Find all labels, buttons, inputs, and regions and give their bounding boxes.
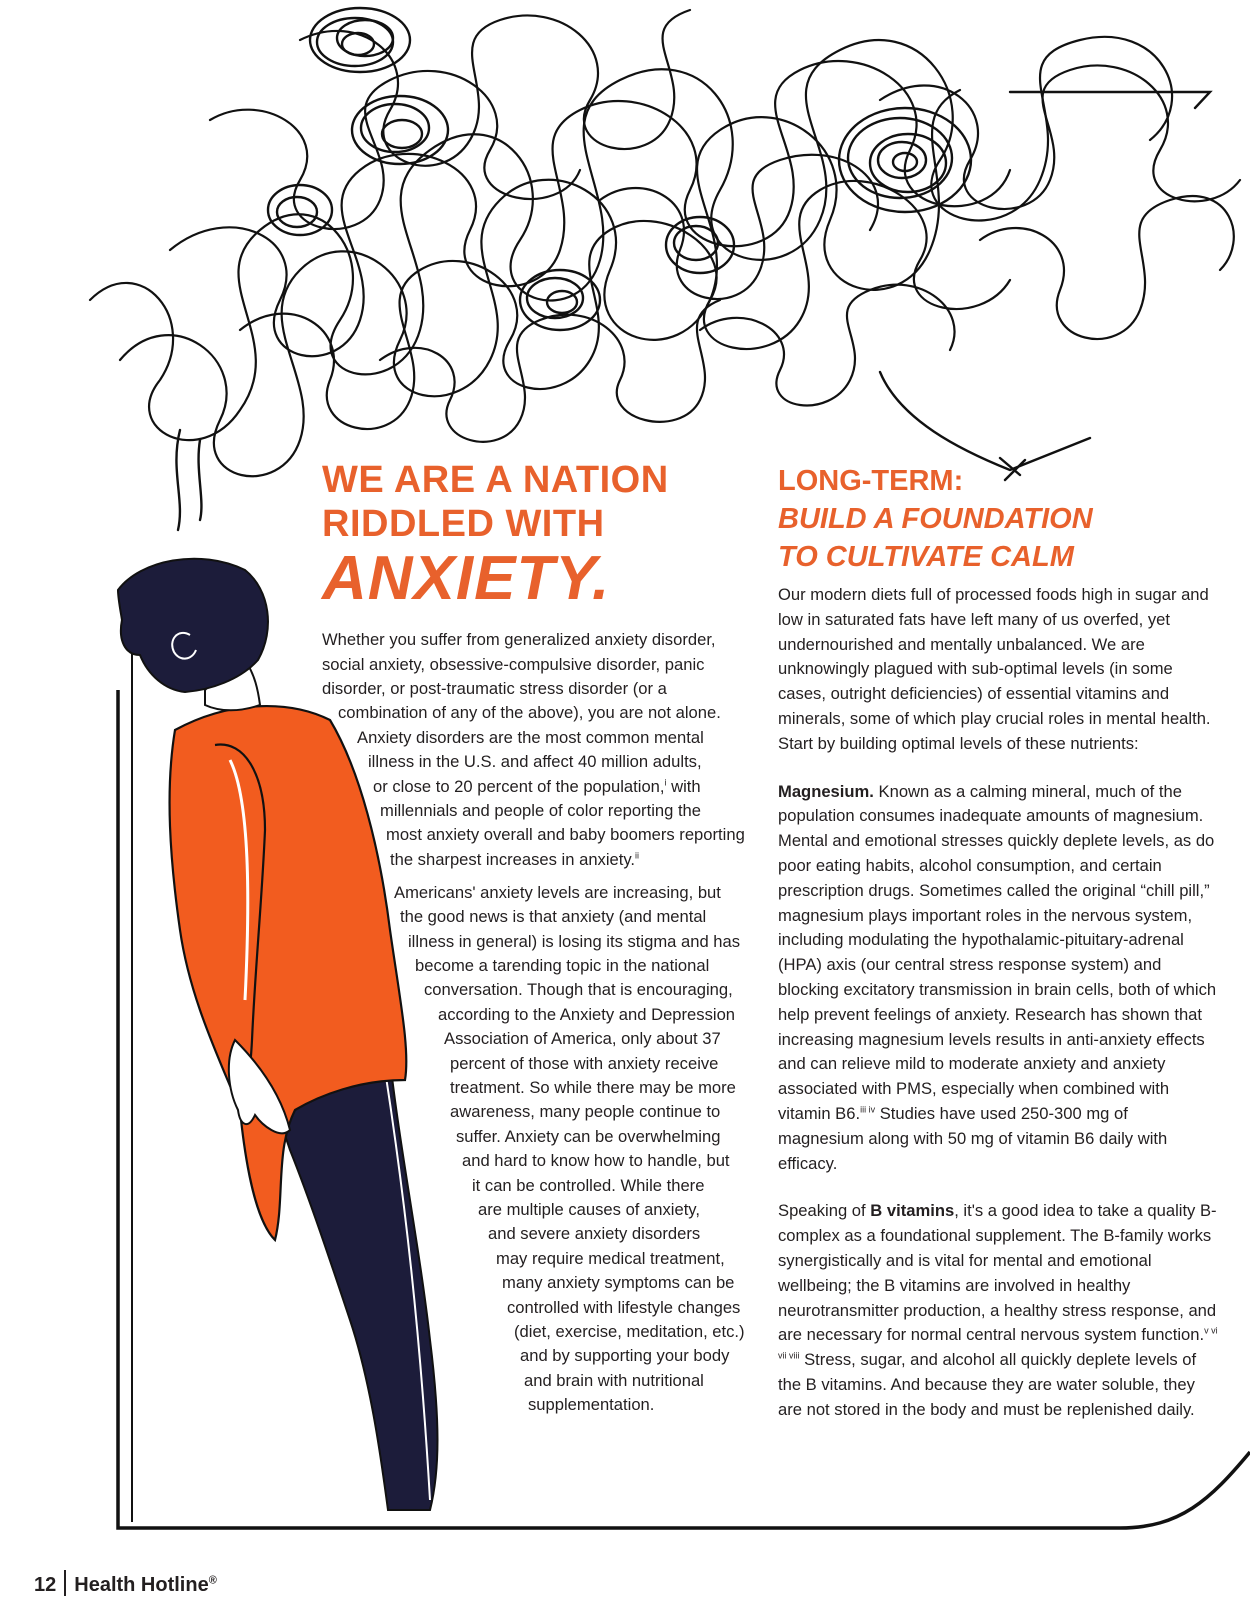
text-line: and brain with nutritional xyxy=(524,1371,704,1390)
long-term-heading xyxy=(778,462,1218,576)
text-line: become a tarending topic in the national xyxy=(415,956,710,975)
text-fragment: , it's a good idea to take a quality B-complex as a foundational supplement. The B-family works synergistically and is vital for mental and emotional wellbeing; the B vitamins are involved in healthy neurotransmitter production, a healthy stress response, and are necessary for normal central nervous system function. xyxy=(778,1201,1217,1345)
text-line: the good news is that anxiety (and mental xyxy=(400,907,707,926)
text-line: awareness, many people continue to xyxy=(450,1102,721,1121)
text-line: percent of those with anxiety receive xyxy=(450,1054,719,1073)
diet-intro-paragraph: Our modern diets full of processed foods high in sugar and low in saturated fats have left many of us overfed, yet undernourished and mentally unbalanced. We are unknowingly plagued with sub-optimal levels (in some cases, outright deficiencies) of essential vitamins and minerals, some of which play crucial roles in mental health. Start by building optimal levels of these nutrients: xyxy=(778,585,1211,753)
magnesium-label: Magnesium. xyxy=(778,781,874,801)
text-line: Anxiety disorders are the most common mental xyxy=(357,728,704,747)
text-fragment: the sharpest increases in anxiety. xyxy=(390,850,636,869)
footnote-ref: iii iv xyxy=(860,1104,876,1115)
text-line: Association of America, only about 37 xyxy=(444,1029,721,1048)
text-line xyxy=(373,775,701,800)
text-line: social anxiety, obsessive-compulsive disorder, panic xyxy=(322,655,705,674)
text-fragment: Known as a calming mineral, much of the population consumes inadequate amounts of magnesium. Mental and emotional stresses quickly deplete levels, as do poor eating habits, alcohol consumption, and certain prescription drugs. Sometimes called the original “chill pill,” magnesium plays important roles in the nervous system, including modulating the hypothalamic-pituitary-adrenal (HPA) axis (our central stress response system) and blocking excitatory transmission in brain cells, both of which help prevent feelings of anxiety. Research has shown that increasing magnesium levels results in anti-anxiety effects and can relieve mild to moderate anxiety and anxiety associated with PMS, especially when combined with vitamin B6. xyxy=(778,781,1217,1123)
text-line: conversation. Though that is encouraging, xyxy=(424,980,733,999)
text-line: and hard to know how to handle, but xyxy=(462,1151,730,1170)
text-line: according to the Anxiety and Depression xyxy=(438,1005,736,1024)
text-line: controlled with lifestyle changes xyxy=(507,1298,741,1317)
footer-divider xyxy=(64,1570,66,1596)
text-line: most anxiety overall and baby boomers reporting xyxy=(386,825,745,844)
scribble-knots xyxy=(268,8,971,330)
footnote-ref: ii xyxy=(635,850,640,861)
publication-title: Health Hotline xyxy=(74,1574,209,1596)
text-line: millennials and people of color reporting the xyxy=(380,801,702,820)
text-line: disorder, or post-traumatic stress disorder (or a xyxy=(322,679,667,698)
text-line: Whether you suffer from generalized anxiety disorder, xyxy=(322,630,716,649)
text-line: and severe anxiety disorders xyxy=(488,1224,701,1243)
text-line: many anxiety symptoms can be xyxy=(502,1273,735,1292)
build-foundation-line: BUILD A FOUNDATION xyxy=(778,503,1093,535)
nutrient-article-text xyxy=(778,583,1218,1446)
page-footer xyxy=(34,1570,217,1597)
text-line: (diet, exercise, meditation, etc.) xyxy=(514,1322,745,1341)
b-vitamins-paragraph xyxy=(778,1199,1218,1422)
nation-anxiety-heading xyxy=(322,458,742,612)
heading-line-2: RIDDLED WITH xyxy=(322,503,605,545)
figure-head xyxy=(118,559,268,692)
text-fragment: Stress, sugar, and alcohol all quickly deplete levels of the B vitamins. And because they are water soluble, they are not stored in the body and must be replenished daily. xyxy=(778,1350,1197,1419)
text-fragment: Speaking of xyxy=(778,1201,871,1221)
text-line: Americans' anxiety levels are increasing, but xyxy=(394,883,721,902)
footnote-ref: i xyxy=(664,777,667,788)
page-number: 12 xyxy=(34,1574,57,1596)
heading-line-1: WE ARE A NATION xyxy=(322,459,669,501)
text-line: may require medical treatment, xyxy=(496,1249,725,1268)
text-line: it can be controlled. While there xyxy=(472,1176,705,1195)
b-vitamins-label: B vitamins xyxy=(870,1201,955,1221)
long-term-label: LONG-TERM: xyxy=(778,465,964,497)
text-fragment: with xyxy=(671,777,701,796)
text-line: are multiple causes of anxiety, xyxy=(478,1200,700,1219)
text-fragment: Studies have used 250-300 mg of magnesium along with 50 mg of vitamin B6 daily with efficacy. xyxy=(778,1103,1168,1173)
text-line: supplementation. xyxy=(528,1395,655,1414)
text-line: and by supporting your body xyxy=(520,1346,730,1365)
text-line: combination of any of the above), you are not alone. xyxy=(338,703,721,722)
heading-line-3: ANXIETY. xyxy=(322,544,611,613)
footnote-ref: v vi vii viii xyxy=(778,1325,1218,1361)
text-line: illness in general) is losing its stigma and has xyxy=(408,932,741,951)
text-line: suffer. Anxiety can be overwhelming xyxy=(456,1127,721,1146)
text-line xyxy=(390,848,639,873)
magnesium-paragraph xyxy=(778,780,1218,1177)
text-line: illness in the U.S. and affect 40 million adults, xyxy=(368,752,702,771)
cultivate-calm-line: TO CULTIVATE CALM xyxy=(778,541,1074,573)
registered-mark: ® xyxy=(208,1574,217,1587)
text-line: treatment. So while there may be more xyxy=(450,1078,736,1097)
text-fragment: or close to 20 percent of the population, xyxy=(373,777,665,796)
